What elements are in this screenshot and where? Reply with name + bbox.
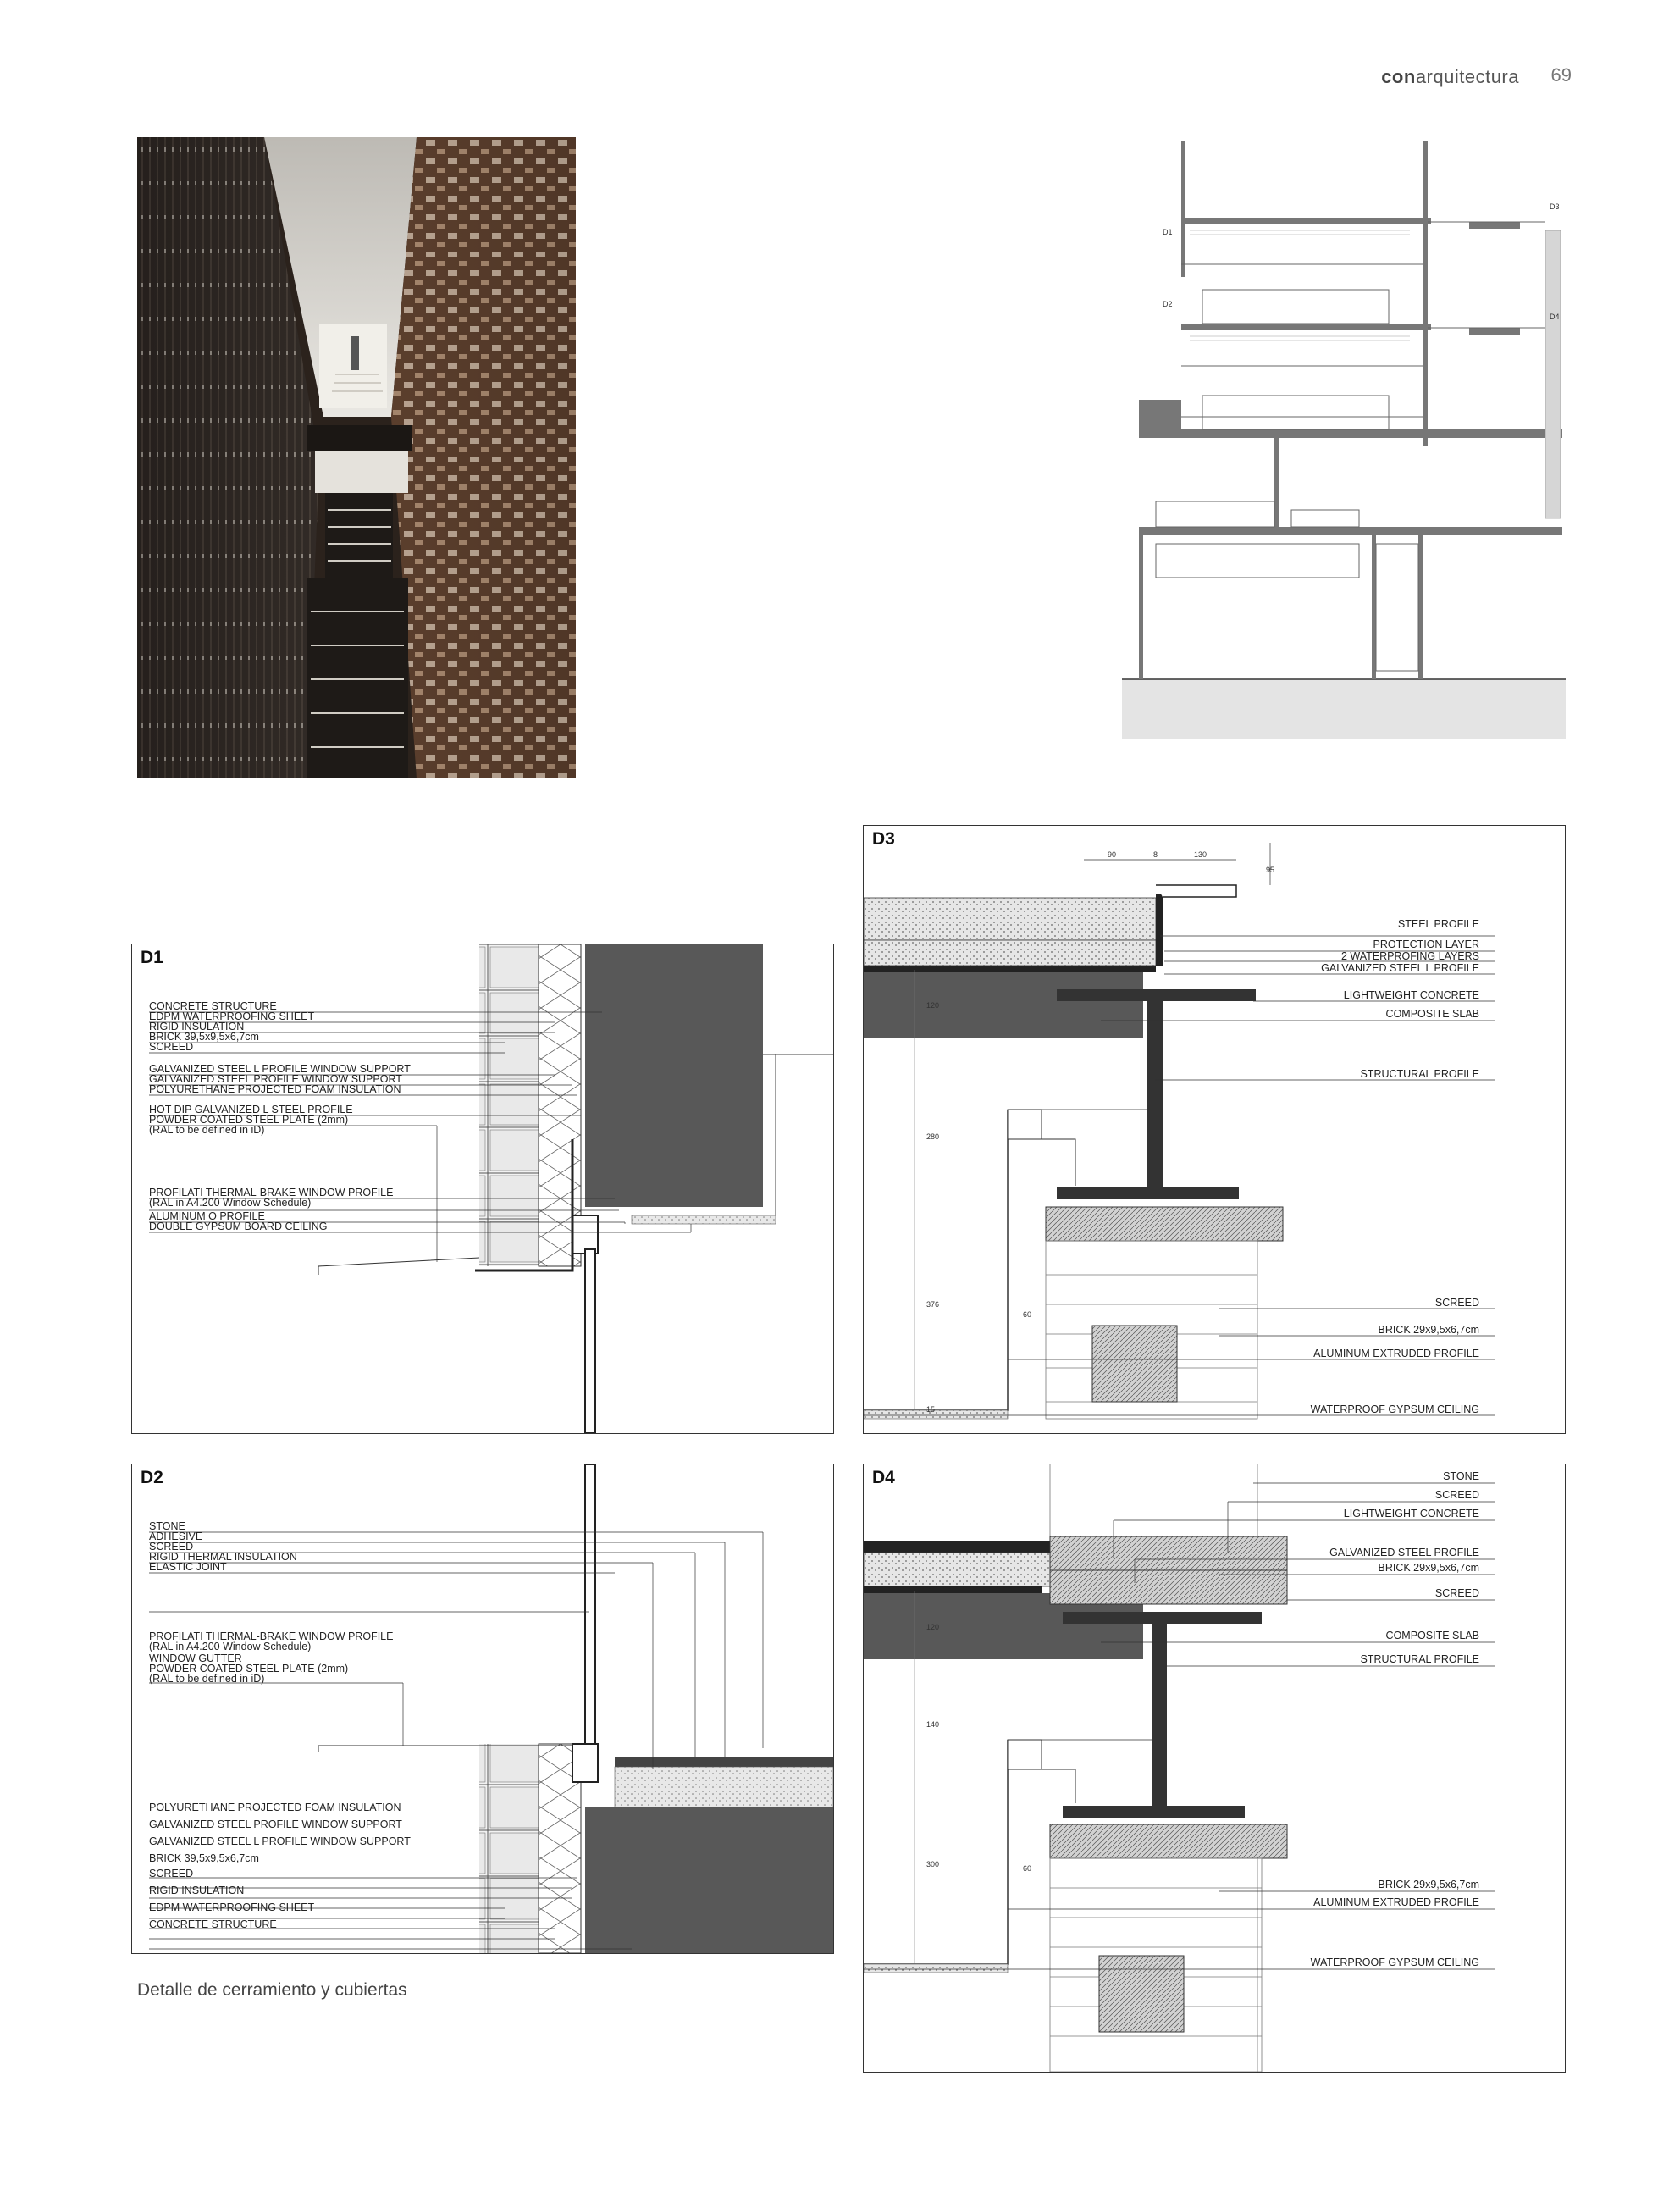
- d1-label-profilati: PROFILATI THERMAL-BRAKE WINDOW PROFILE: [149, 1187, 394, 1198]
- detail-d1: [131, 944, 834, 1434]
- d3-dim-8: 8: [1153, 850, 1158, 859]
- building-section-svg: [1122, 137, 1566, 739]
- d4-label-stone: STONE: [1443, 1470, 1479, 1482]
- d2-label-steel-plate: POWDER COATED STEEL PLATE (2mm): [149, 1663, 349, 1674]
- d4-label-screed-lower: SCREED: [1434, 1587, 1479, 1599]
- d2-label-screed: SCREED: [149, 1541, 194, 1553]
- d2-label-stone: STONE: [149, 1520, 185, 1532]
- detail-d4-title: D4: [872, 1468, 895, 1487]
- d1-label-edpm-sheet: EDPM WATERPROOFING SHEET: [149, 1010, 315, 1022]
- d1-label-galv-profile: GALVANIZED STEEL PROFILE WINDOW SUPPORT: [149, 1073, 402, 1085]
- d4-dim-120: 120: [926, 1623, 940, 1631]
- d2-label-ral-schedule: (RAL in A4.200 Window Schedule): [149, 1641, 312, 1652]
- d2-label-brick: BRICK 39,5x9,5x6,7cm: [149, 1852, 259, 1864]
- d2-label-galv-l-profile: GALVANIZED STEEL L PROFILE WINDOW SUPPORT: [149, 1835, 411, 1847]
- d2-label-galv-profile: GALVANIZED STEEL PROFILE WINDOW SUPPORT: [149, 1818, 402, 1830]
- d3-dim-120: 120: [926, 1001, 940, 1010]
- d3-dim-15: 15: [926, 1405, 936, 1414]
- d3-dim-280: 280: [926, 1132, 940, 1141]
- d3-label-waterproofing: 2 WATERPROFING LAYERS: [1341, 950, 1479, 962]
- detail-d3-drawing: [864, 826, 1565, 1433]
- d1-label-rigid-insulation: RIGID INSULATION: [149, 1021, 245, 1032]
- d3-dim-130: 130: [1194, 850, 1208, 859]
- d2-label-edpm-sheet: EDPM WATERPROOFING SHEET: [149, 1901, 315, 1913]
- d2-label-screed-lower: SCREED: [149, 1868, 194, 1879]
- detail-d1-title: D1: [141, 948, 163, 967]
- detail-d4-drawing: [864, 1464, 1565, 2072]
- detail-d2: [131, 1464, 834, 1954]
- brand-prefix: con: [1381, 66, 1416, 87]
- d4-label-galv-profile: GALVANIZED STEEL PROFILE: [1329, 1547, 1479, 1558]
- d4-dim-140: 140: [926, 1720, 940, 1729]
- d2-label-adhesive: ADHESIVE: [149, 1531, 203, 1542]
- d2-label-polyurethane: POLYURETHANE PROJECTED FOAM INSULATION: [149, 1802, 401, 1813]
- d2-label-window-gutter: WINDOW GUTTER: [149, 1652, 242, 1664]
- d3-dim-60: 60: [1023, 1310, 1032, 1319]
- d1-label-steel-plate: POWDER COATED STEEL PLATE (2mm): [149, 1114, 349, 1126]
- d4-label-lightweight-concrete: LIGHTWEIGHT CONCRETE: [1343, 1508, 1479, 1519]
- d4-label-composite-slab: COMPOSITE SLAB: [1385, 1630, 1479, 1641]
- d2-label-ral-id: (RAL to be defined in iD): [149, 1673, 265, 1685]
- d1-label-galv-l-profile: GALVANIZED STEEL L PROFILE WINDOW SUPPORT: [149, 1063, 411, 1075]
- detail-d3-title: D3: [872, 829, 895, 849]
- d4-label-screed: SCREED: [1434, 1489, 1479, 1501]
- section-label-d3: D3: [1550, 202, 1560, 211]
- d3-dim-90: 90: [1108, 850, 1117, 859]
- d3-label-structural-profile: STRUCTURAL PROFILE: [1360, 1068, 1479, 1080]
- d3-label-aluminum-extruded: ALUMINUM EXTRUDED PROFILE: [1313, 1348, 1479, 1359]
- d3-label-protection-layer: PROTECTION LAYER: [1373, 938, 1479, 950]
- d1-label-ral-id: (RAL to be defined in iD): [149, 1124, 265, 1136]
- page-number: 69: [1550, 64, 1572, 86]
- d1-label-polyurethane: POLYURETHANE PROJECTED FOAM INSULATION: [149, 1083, 401, 1095]
- d3-dim-376: 376: [926, 1300, 940, 1309]
- d2-label-profilati: PROFILATI THERMAL-BRAKE WINDOW PROFILE: [149, 1630, 394, 1642]
- d3-label-gypsum-ceiling: WATERPROOF GYPSUM CEILING: [1310, 1403, 1479, 1415]
- detail-d3: [863, 825, 1566, 1434]
- d4-label-brick-lower: BRICK 29x9,5x6,7cm: [1378, 1879, 1479, 1890]
- figure-caption: Detalle de cerramiento y cubiertas: [137, 1980, 407, 2000]
- magazine-brand: [1381, 66, 1519, 88]
- d4-dim-300: 300: [926, 1860, 940, 1868]
- d3-label-composite-slab: COMPOSITE SLAB: [1385, 1008, 1479, 1020]
- detail-d4: [863, 1464, 1566, 2073]
- d1-label-ral-schedule: (RAL in A4.200 Window Schedule): [149, 1197, 312, 1209]
- building-section-drawing: [1122, 137, 1566, 739]
- d1-label-hot-dip: HOT DIP GALVANIZED L STEEL PROFILE: [149, 1104, 353, 1115]
- d2-label-concrete-structure: CONCRETE STRUCTURE: [149, 1918, 277, 1930]
- detail-d1-drawing: [132, 944, 833, 1433]
- d3-dim-95: 95: [1266, 866, 1275, 874]
- stairwell-photo-illustration: [137, 137, 576, 778]
- section-label-d1: D1: [1163, 228, 1173, 236]
- d4-label-brick-upper: BRICK 29x9,5x6,7cm: [1378, 1562, 1479, 1574]
- d3-label-steel-profile: STEEL PROFILE: [1397, 918, 1479, 930]
- stairwell-photo: [137, 137, 576, 778]
- d2-label-elastic-joint: ELASTIC JOINT: [149, 1561, 227, 1573]
- brand-name: arquitectura: [1415, 66, 1519, 87]
- section-label-d4: D4: [1550, 313, 1560, 321]
- d1-label-brick: BRICK 39,5x9,5x6,7cm: [149, 1031, 259, 1043]
- d3-label-lightweight-concrete: LIGHTWEIGHT CONCRETE: [1343, 989, 1479, 1001]
- d3-label-galv-l-profile: GALVANIZED STEEL L PROFILE: [1321, 962, 1479, 974]
- d4-dim-60: 60: [1023, 1864, 1032, 1873]
- detail-d2-drawing: [132, 1464, 833, 1953]
- d4-label-gypsum-ceiling: WATERPROOF GYPSUM CEILING: [1310, 1957, 1479, 1968]
- d2-label-rigid-insulation: RIGID INSULATION: [149, 1885, 245, 1896]
- d2-label-rigid-thermal: RIGID THERMAL INSULATION: [149, 1551, 297, 1563]
- detail-d2-title: D2: [141, 1468, 163, 1487]
- d3-label-screed: SCREED: [1434, 1297, 1479, 1309]
- d1-label-aluminum-o: ALUMINUM O PROFILE: [149, 1210, 265, 1222]
- section-label-d2: D2: [1163, 300, 1173, 308]
- d4-label-structural-profile: STRUCTURAL PROFILE: [1360, 1653, 1479, 1665]
- d3-label-brick: BRICK 29x9,5x6,7cm: [1378, 1324, 1479, 1336]
- d4-label-aluminum-extruded: ALUMINUM EXTRUDED PROFILE: [1313, 1896, 1479, 1908]
- d1-label-gypsum: DOUBLE GYPSUM BOARD CEILING: [149, 1221, 328, 1232]
- d1-label-screed: SCREED: [149, 1041, 194, 1053]
- d1-label-concrete-structure: CONCRETE STRUCTURE: [149, 1000, 277, 1012]
